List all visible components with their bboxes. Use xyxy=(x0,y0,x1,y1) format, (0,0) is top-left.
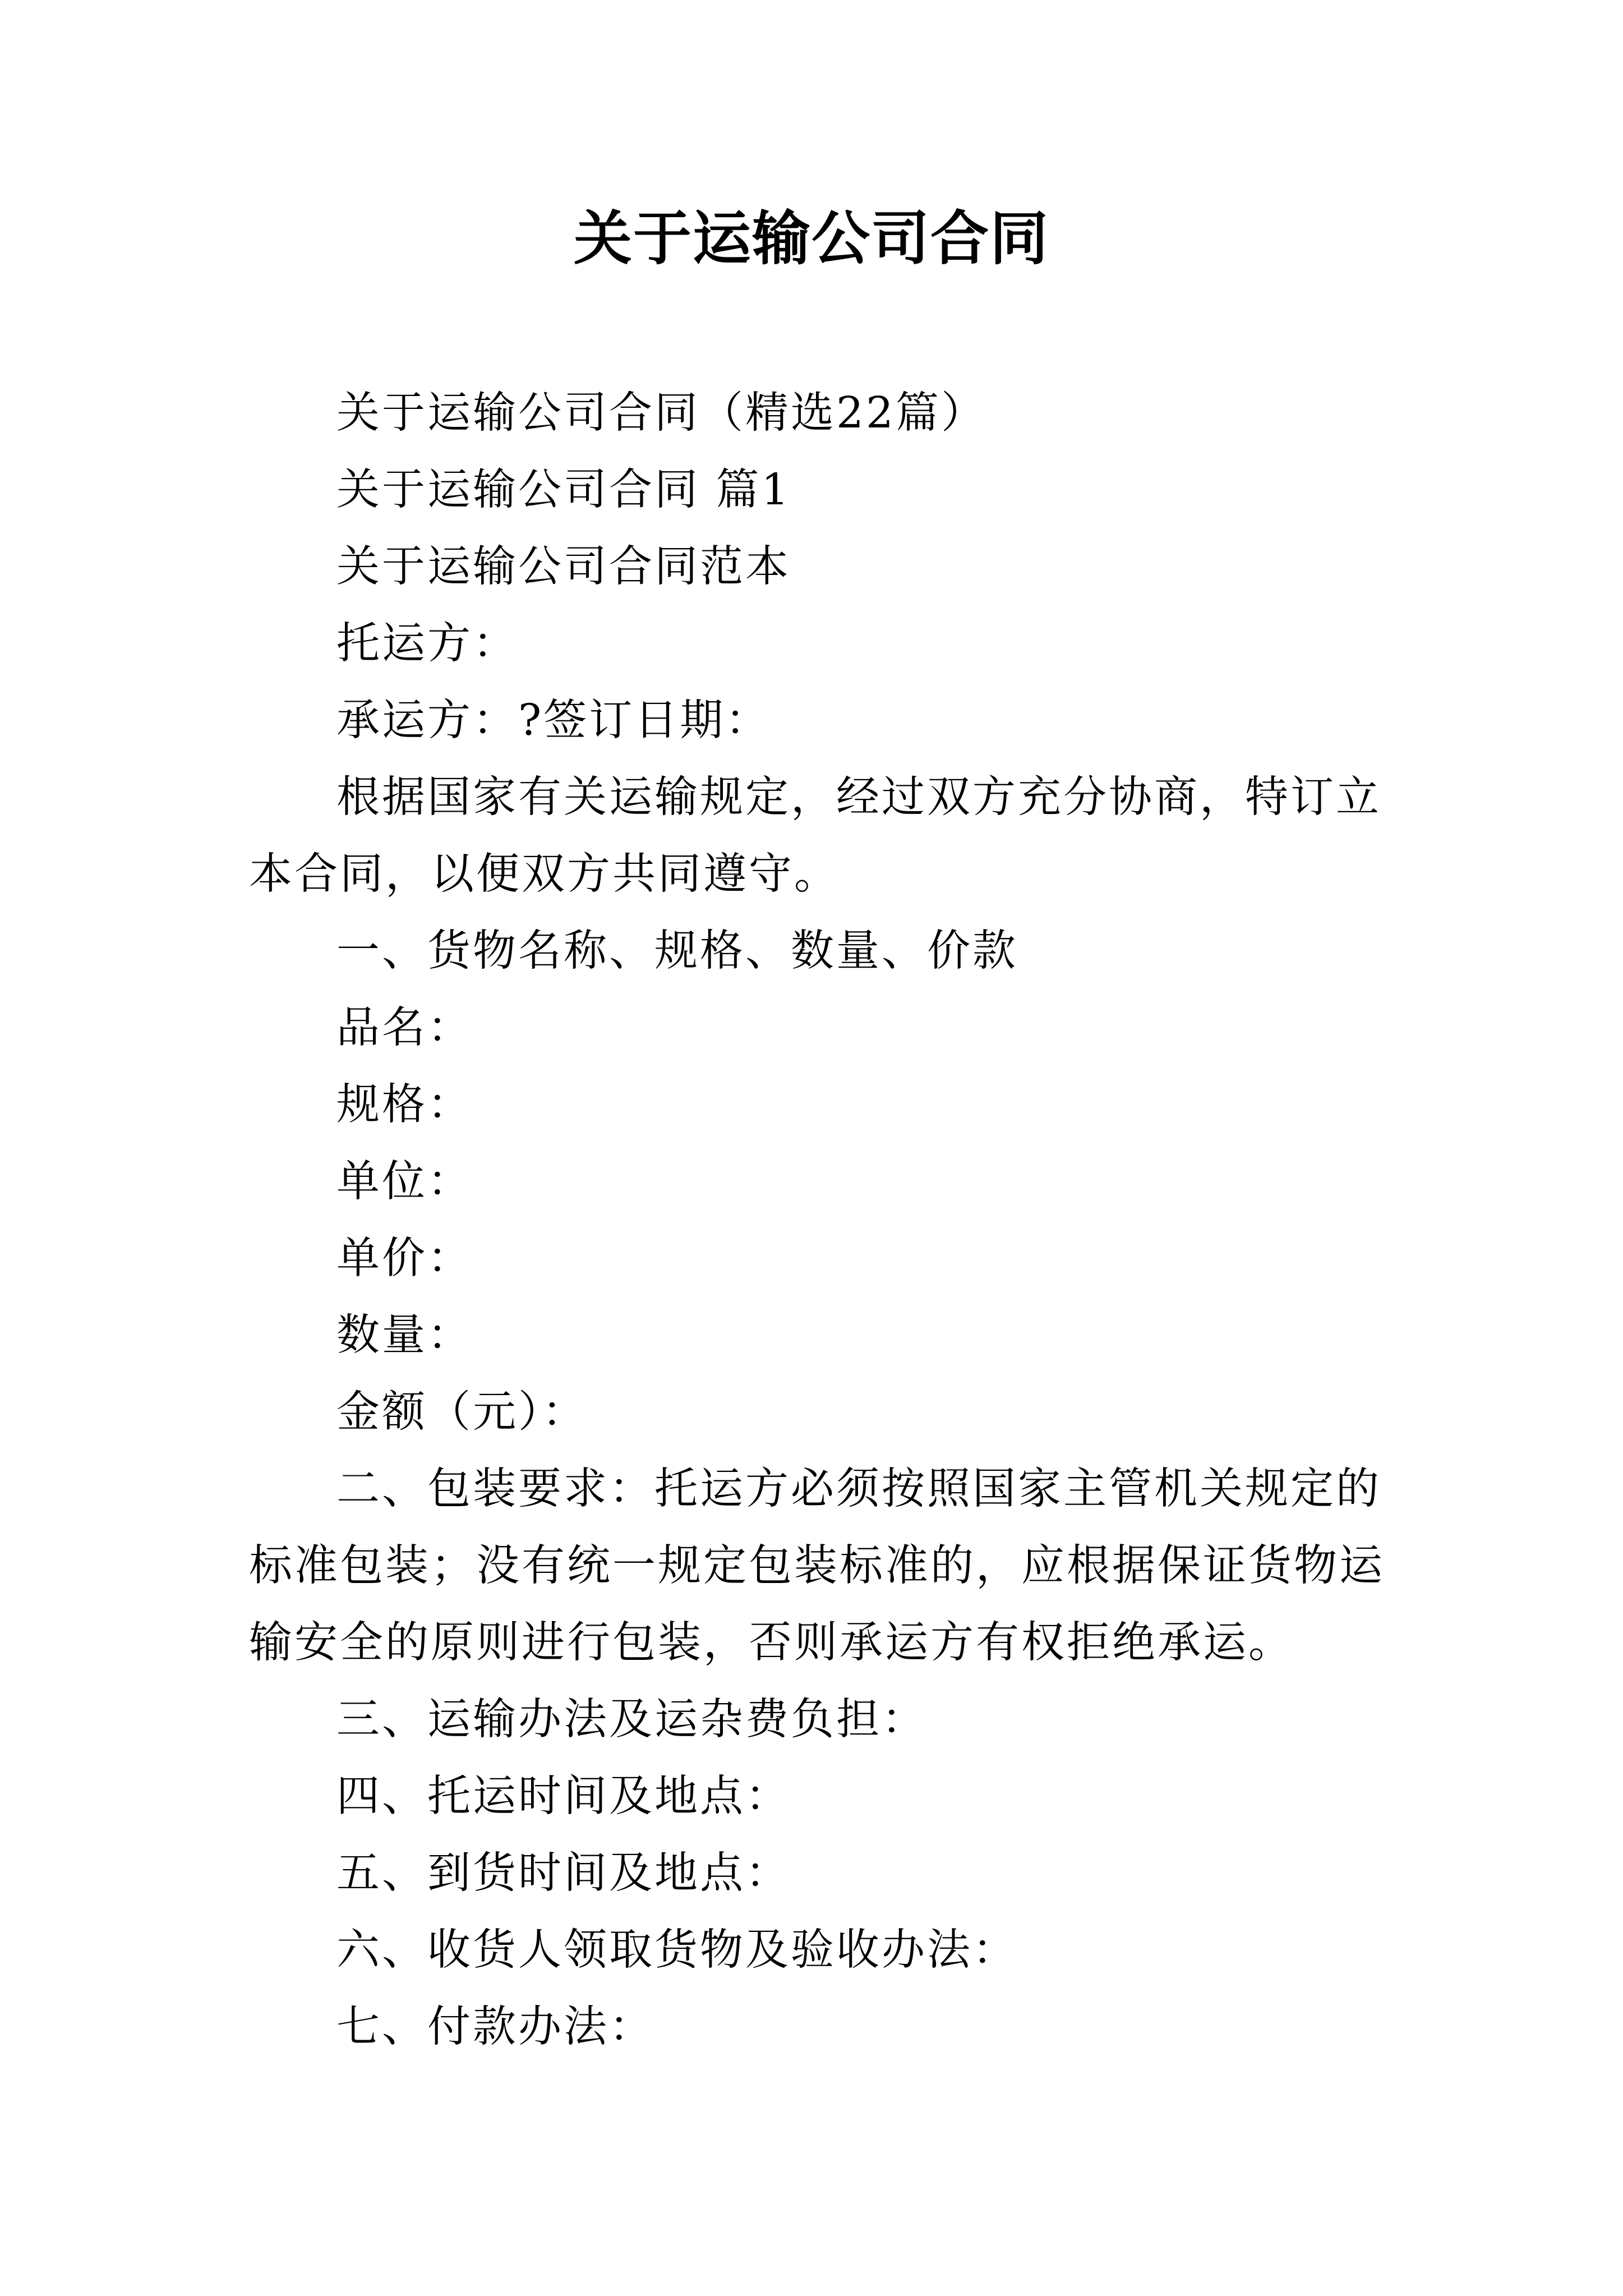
paragraph-shipper: 托运方： xyxy=(336,619,518,669)
paragraph-clause-4: 四、托运时间及地点： xyxy=(336,1772,791,1821)
paragraph-clause-1: 一、货物名称、规格、数量、价款 xyxy=(336,926,1018,976)
paragraph-clause-2: 二、包装要求：托运方必须按照国家主管机关规定的标准包装；没有统一规定包装标准的，应根据保证货物运输安全的原则进行包装，否则承运方有权拒绝承运。 xyxy=(249,1464,1385,1668)
paragraph-amount: 金额（元）： xyxy=(336,1387,588,1437)
paragraph-clause-5: 五、到货时间及地点： xyxy=(336,1848,791,1898)
paragraph-template-name: 关于运输公司合同范本 xyxy=(336,542,791,592)
paragraph-clause-3: 三、运输办法及运杂费负担： xyxy=(336,1695,927,1745)
paragraph-section-heading: 关于运输公司合同 篇1 xyxy=(336,465,791,515)
paragraph-specification: 规格： xyxy=(336,1080,473,1130)
paragraph-clause-6: 六、收货人领取货物及验收办法： xyxy=(336,1925,1018,1975)
paragraph-clause-7: 七、付款办法： xyxy=(336,2002,654,2052)
paragraph-quantity: 数量： xyxy=(336,1310,473,1360)
paragraph-subtitle: 关于运输公司合同（精选22篇） xyxy=(336,388,986,438)
paragraph-preamble: 根据国家有关运输规定，经过双方充分协商，特订立本合同，以便双方共同遵守。 xyxy=(249,772,1381,899)
paragraph-unit: 单位： xyxy=(336,1157,473,1207)
document-title: 关于运输公司合同 xyxy=(573,204,1049,273)
paragraph-carrier-date: 承运方：?签订日期： xyxy=(336,696,771,746)
paragraph-unit-price: 单价： xyxy=(336,1234,473,1283)
document-body xyxy=(249,375,1393,2065)
paragraph-product-name: 品名： xyxy=(336,1003,473,1053)
